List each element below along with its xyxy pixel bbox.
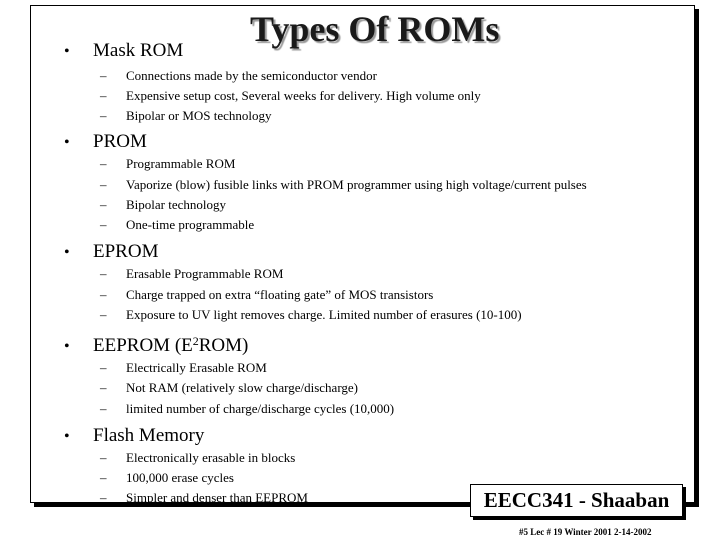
sub-item-text: 100,000 erase cycles (126, 470, 234, 485)
dash-marker: – (100, 217, 107, 232)
sub-item-text: Bipolar technology (126, 197, 227, 212)
dash-marker: – (100, 450, 107, 465)
sub-item-text: Expensive setup cost, Several weeks for delivery. High volume only (126, 88, 481, 103)
sub-item-text: Erasable Programmable ROM (126, 266, 284, 281)
bullet-mask-rom (64, 40, 183, 62)
dash-marker: – (100, 307, 107, 322)
sub-item (100, 108, 272, 124)
heading-superscript: 2 (192, 334, 199, 348)
sub-item (100, 266, 283, 282)
bullet-heading (93, 335, 248, 356)
slide-title: Types Of ROMs (250, 9, 500, 49)
dash-marker: – (100, 177, 107, 192)
dash-marker: – (100, 266, 107, 281)
sub-item (100, 307, 522, 323)
sub-item (100, 360, 267, 376)
slide-footer: #5 Lec # 19 Winter 2001 2-14-2002 (519, 527, 652, 537)
course-badge: EECC341 - Shaaban (470, 484, 683, 517)
sub-item-text: Vaporize (blow) fusible links with PROM programmer using high voltage/current pulses (126, 177, 587, 192)
sub-item-text: Connections made by the semiconductor vendor (126, 68, 377, 83)
dash-marker: – (100, 287, 107, 302)
sub-item (100, 156, 235, 172)
sub-item-text: limited number of charge/discharge cycles (10,000) (126, 401, 395, 416)
sub-item (100, 217, 254, 233)
sub-item (100, 450, 295, 466)
bullet-heading: PROM (93, 131, 147, 152)
bullet-marker: • (64, 428, 70, 445)
dash-marker: – (100, 360, 107, 375)
sub-item (100, 197, 226, 213)
sub-item-text: Simpler and denser than EEPROM (126, 490, 308, 505)
sub-item-text: Programmable ROM (126, 156, 236, 171)
sub-item (100, 88, 481, 104)
bullet-prom (64, 131, 147, 153)
bullet-heading: Flash Memory (93, 425, 205, 446)
dash-marker: – (100, 401, 107, 416)
heading-post: ROM) (198, 335, 249, 356)
bullet-marker: • (64, 338, 70, 355)
dash-marker: – (100, 380, 107, 395)
sub-item (100, 470, 234, 486)
bullet-heading: EPROM (93, 241, 159, 262)
dash-marker: – (100, 108, 107, 123)
bullet-eeprom (64, 335, 248, 357)
sub-item (100, 380, 358, 396)
dash-marker: – (100, 68, 107, 83)
sub-item (100, 287, 433, 303)
dash-marker: – (100, 197, 107, 212)
bullet-marker: • (64, 134, 70, 151)
sub-item (100, 401, 394, 417)
dash-marker: – (100, 490, 107, 505)
sub-item (100, 68, 377, 84)
sub-item-text: Bipolar or MOS technology (126, 108, 272, 123)
sub-item (100, 177, 587, 193)
sub-item (100, 490, 308, 506)
sub-item-text: One-time programmable (126, 217, 255, 232)
heading-pre: EEPROM (E (93, 335, 193, 356)
bullet-marker: • (64, 244, 70, 261)
dash-marker: – (100, 156, 107, 171)
sub-item-text: Electrically Erasable ROM (126, 360, 267, 375)
dash-marker: – (100, 88, 107, 103)
sub-item-text: Charge trapped on extra “floating gate” of MOS transistors (126, 287, 434, 302)
sub-item-text: Exposure to UV light removes charge. Limited number of erasures (10-100) (126, 307, 522, 322)
bullet-eprom (64, 241, 158, 263)
bullet-marker: • (64, 43, 70, 60)
sub-item-text: Not RAM (relatively slow charge/discharge) (126, 380, 359, 395)
bullet-heading: Mask ROM (93, 40, 184, 61)
bullet-flash-memory (64, 425, 204, 447)
dash-marker: – (100, 470, 107, 485)
sub-item-text: Electronically erasable in blocks (126, 450, 296, 465)
